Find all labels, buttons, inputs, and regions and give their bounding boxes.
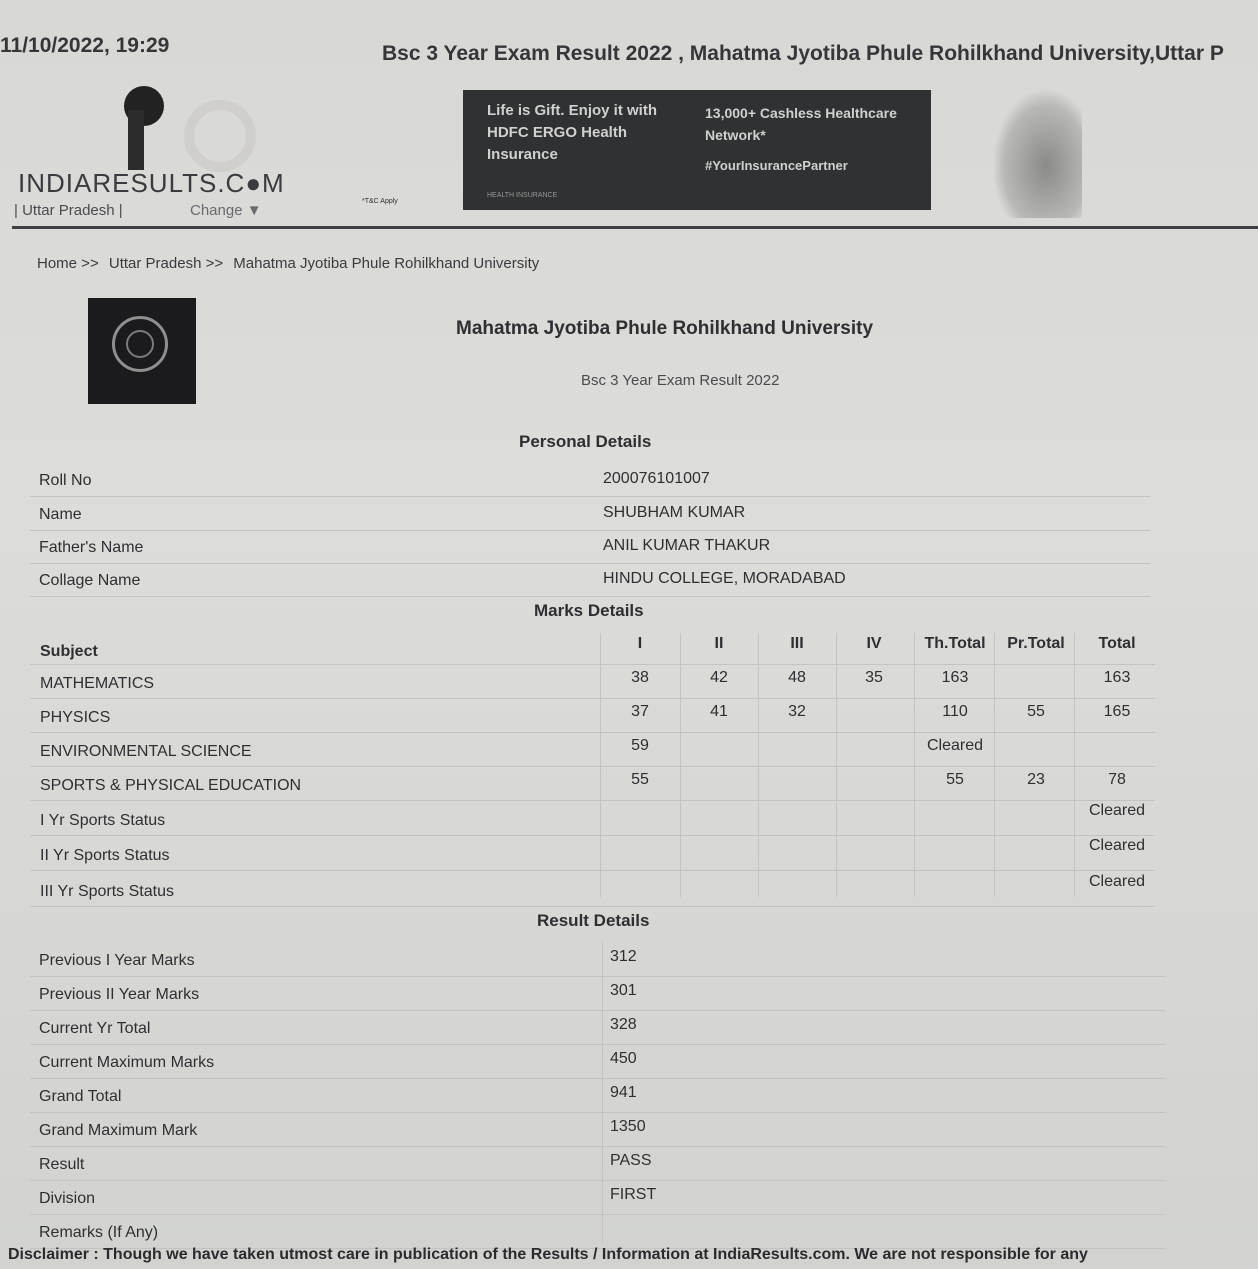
- marks-subject-cell: PHYSICS: [40, 709, 111, 726]
- row-label: Division: [39, 1190, 96, 1207]
- row-value: HINDU COLLEGE, MORADABAD: [603, 570, 846, 587]
- personal-row-roll: [30, 462, 1150, 497]
- marks-cell-total: Cleared: [1088, 837, 1146, 854]
- marks-header-pr-total: Pr.Total: [1007, 635, 1065, 652]
- marks-header-col-ii: II: [714, 635, 724, 652]
- ad-hashtag: #YourInsurancePartner: [705, 158, 848, 173]
- result-row: [30, 942, 1165, 977]
- marks-cell-col-ii: 41: [710, 703, 728, 720]
- marks-cell-total: Cleared: [1088, 802, 1146, 819]
- row-label: Current Yr Total: [39, 1020, 151, 1037]
- marks-header-col-iii: III: [790, 635, 804, 652]
- marks-cell-th-total: Cleared: [926, 737, 984, 754]
- marks-subject-cell: I Yr Sports Status: [40, 812, 166, 829]
- marks-row-border: [30, 698, 1155, 699]
- ad-photo: [992, 88, 1082, 218]
- result-row: [30, 1180, 1165, 1215]
- row-value: 941: [610, 1084, 637, 1101]
- marks-cell-col-iv: 35: [865, 669, 883, 686]
- print-header: [0, 34, 1258, 64]
- personal-row-father: [30, 529, 1150, 564]
- row-value: 301: [610, 982, 637, 999]
- marks-header-subject: Subject: [40, 643, 98, 660]
- row-label: Roll No: [39, 472, 92, 489]
- marks-subject-cell: SPORTS & PHYSICAL EDUCATION: [40, 777, 302, 794]
- marks-cell-col-i: 37: [631, 703, 649, 720]
- logo-icon: [122, 84, 182, 170]
- marks-cell-th-total: 110: [942, 703, 968, 720]
- breadcrumb-university[interactable]: Mahatma Jyotiba Phule Rohilkhand University: [233, 255, 540, 272]
- ad-right-text: 13,000+ Cashless Healthcare Network*: [705, 105, 897, 143]
- row-label: Remarks (If Any): [39, 1224, 159, 1241]
- marks-header-col-i: I: [637, 635, 643, 652]
- personal-row-name: [30, 496, 1150, 531]
- row-value: 1350: [610, 1118, 646, 1135]
- marks-cell-col-i: 55: [631, 771, 649, 788]
- row-label: Grand Total: [39, 1088, 122, 1105]
- marks-cell-col-i: 59: [631, 737, 649, 754]
- row-value: SHUBHAM KUMAR: [603, 504, 746, 521]
- marks-cell-col-iii: 32: [788, 703, 806, 720]
- row-value: 328: [610, 1016, 637, 1033]
- marks-column-border: [1074, 633, 1075, 897]
- print-datetime: 11/10/2022, 19:29: [0, 34, 170, 57]
- personal-row-college: [30, 562, 1150, 597]
- marks-cell-th-total: 55: [946, 771, 964, 788]
- row-value: 200076101007: [603, 470, 710, 487]
- marks-cell-total: 163: [1103, 669, 1131, 686]
- row-value: 312: [610, 948, 637, 965]
- result-row: [30, 1078, 1165, 1113]
- row-label: Result: [39, 1156, 85, 1173]
- marks-cell-col-ii: 42: [710, 669, 728, 686]
- site-logo[interactable]: [14, 84, 314, 224]
- row-label: Previous II Year Marks: [39, 986, 200, 1003]
- breadcrumb: [37, 255, 545, 272]
- row-value: FIRST: [610, 1186, 657, 1203]
- marks-row-border: [30, 835, 1155, 836]
- result-row: [30, 1146, 1165, 1181]
- marks-subject-cell: II Yr Sports Status: [40, 847, 170, 864]
- ad-footer: HEALTH INSURANCE: [487, 192, 558, 199]
- row-label: Grand Maximum Mark: [39, 1122, 198, 1139]
- row-label: Father's Name: [39, 539, 144, 556]
- marks-row-border: [30, 766, 1155, 767]
- marks-cell-col-iii: 48: [788, 669, 806, 686]
- marks-cell-pr-total: 23: [1027, 771, 1045, 788]
- row-value: 450: [610, 1050, 637, 1067]
- result-column-border: [602, 942, 603, 1242]
- header-divider: [12, 226, 1258, 229]
- university-name: Mahatma Jyotiba Phule Rohilkhand University: [456, 318, 874, 339]
- university-emblem: [88, 298, 196, 404]
- marks-cell-col-i: 38: [631, 669, 649, 686]
- disclaimer: Disclaimer : Though we have taken utmost care in publication of the Results / Information at IndiaResults.com. We are not responsible for any: [8, 1246, 1088, 1263]
- marks-header-total: Total: [1098, 635, 1136, 652]
- marks-subject-cell: ENVIRONMENTAL SCIENCE: [40, 743, 252, 760]
- ad-left-text: Life is Gift. Enjoy it with HDFC ERGO Health Insurance: [487, 102, 658, 163]
- marks-row-border: [30, 800, 1155, 801]
- marks-details-heading: Marks Details: [534, 601, 644, 620]
- marks-cell-pr-total: 55: [1027, 703, 1045, 720]
- result-row: [30, 1112, 1165, 1147]
- change-state-link[interactable]: Change ▼: [190, 202, 262, 219]
- exam-title: Bsc 3 Year Exam Result 2022: [581, 372, 780, 389]
- result-row: [30, 1214, 1165, 1249]
- marks-subject-cell: III Yr Sports Status: [40, 883, 174, 900]
- row-label: Current Maximum Marks: [39, 1054, 215, 1071]
- marks-cell-total: 165: [1103, 703, 1131, 720]
- marks-subject-cell: MATHEMATICS: [40, 675, 155, 692]
- marks-row-border: [30, 664, 1155, 665]
- marks-row-border: [30, 732, 1155, 733]
- ad-note: *T&C Apply: [362, 198, 398, 205]
- breadcrumb-state[interactable]: Uttar Pradesh >>: [108, 255, 224, 272]
- logo-text: INDIARESULTS.C●M: [18, 168, 285, 198]
- personal-details-heading: Personal Details: [519, 432, 652, 451]
- row-value: PASS: [610, 1152, 652, 1169]
- marks-cell-th-total: 163: [941, 669, 969, 686]
- print-title: Bsc 3 Year Exam Result 2022 , Mahatma Jyotiba Phule Rohilkhand University,Uttar P: [382, 42, 1224, 65]
- result-row: [30, 1010, 1165, 1045]
- row-label: Name: [39, 506, 82, 523]
- row-label: Previous I Year Marks: [39, 952, 195, 969]
- ad-banner[interactable]: [463, 90, 931, 210]
- result-row: [30, 1044, 1165, 1079]
- breadcrumb-home[interactable]: Home >>: [37, 255, 99, 272]
- row-label: Collage Name: [39, 572, 141, 589]
- state-label: | Uttar Pradesh |: [14, 202, 123, 219]
- marks-header-th-total: Th.Total: [924, 635, 986, 652]
- result-row: [30, 976, 1165, 1011]
- row-value: ANIL KUMAR THAKUR: [603, 537, 771, 554]
- marks-row-border: [30, 870, 1155, 871]
- marks-header-col-iv: IV: [866, 635, 882, 652]
- marks-cell-total: Cleared: [1088, 873, 1146, 890]
- result-details-heading: Result Details: [537, 911, 650, 930]
- marks-cell-total: 78: [1108, 771, 1126, 788]
- marks-row-border: [30, 906, 1155, 907]
